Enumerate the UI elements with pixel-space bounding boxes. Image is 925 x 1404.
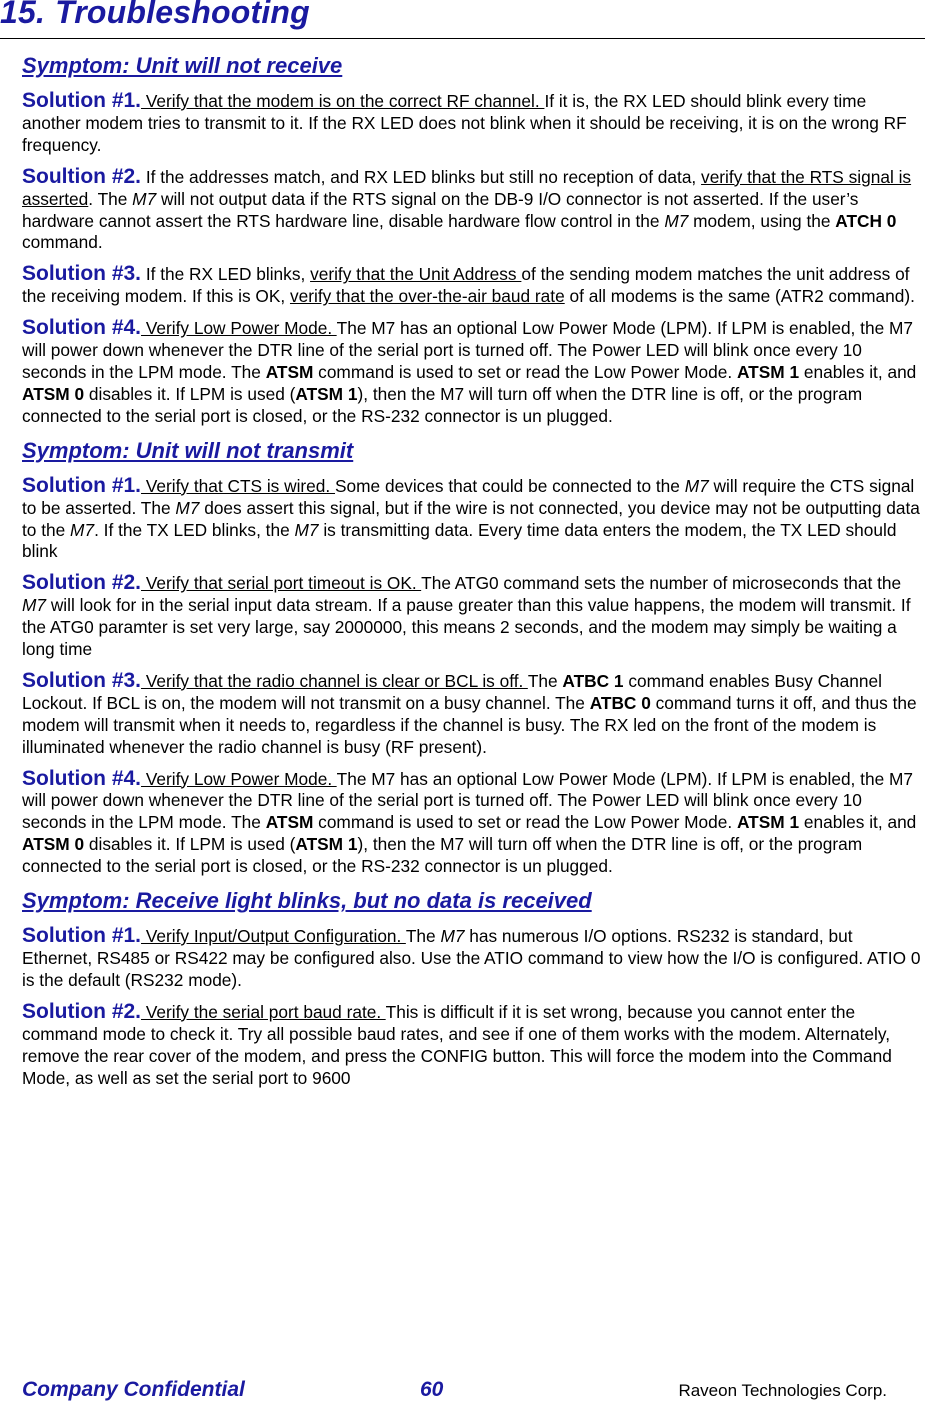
solution-text: will look for in the serial input data stream. If a pause greater than this value happens, the modem will transmit. If the ATG0 paramter is set very large, say 2000000, this means 2 seconds, and the modem may simply be waiting a long time	[22, 595, 911, 660]
solution-paragraph	[22, 768, 922, 879]
product-name: M7	[175, 497, 200, 518]
solution-key-step: Verify that the modem is on the correct RF channel.	[141, 91, 545, 111]
solution-text: The ATG0 command sets the number of microseconds that the	[421, 573, 902, 594]
command-name: ATCH 0	[835, 210, 897, 231]
footer-confidential: Company Confidential	[22, 1378, 245, 1401]
product-name: M7	[664, 210, 689, 231]
page-title	[0, 0, 310, 31]
solution-key-step: Verify the serial port baud rate.	[141, 1001, 386, 1022]
solution-key-step: verify that the Unit Address	[310, 264, 522, 285]
symptom-heading: Symptom: Receive light blinks, but no data is received	[22, 888, 592, 914]
solution-paragraph	[22, 475, 922, 564]
solution-text: If the RX LED blinks,	[141, 264, 311, 285]
solution-text: will require the CTS signal to be asserted. The	[22, 475, 915, 518]
solution-text: If it is, the RX LED should blink every time another modem tries to transmit to it. If the RX LED does not blink when it should be receiving, it is on the wrong RF frequency.	[22, 91, 907, 155]
product-name: M7	[22, 595, 47, 616]
symptom-heading: Symptom: Unit will not receive	[22, 53, 343, 78]
product-name: M7	[294, 519, 319, 540]
solution-key-step: verify that the RTS signal is asserted	[22, 166, 912, 209]
solution-text: If the addresses match, and RX LED blinks but still no reception of data,	[141, 166, 702, 187]
solution-paragraph	[22, 1001, 922, 1090]
solution-label: Solution #1.	[22, 473, 142, 497]
solution-text: has numerous I/O options. RS232 is standard, but Ethernet, RS485 or RS422 may be configured also. Use the ATIO command to view how the I/O is configured. ATIO 0 is the default (RS232 mode).	[22, 926, 921, 990]
solution-label: Solution #2.	[22, 571, 142, 595]
solution-paragraph	[22, 166, 922, 255]
product-name: M7	[70, 519, 95, 540]
solution-text: of all modems is the same (ATR2 command).	[564, 286, 915, 307]
footer-company: Raveon Technologies Corp.	[678, 1381, 887, 1400]
solution-key-step: Verify Low Power Mode.	[141, 768, 337, 789]
solution-paragraph	[22, 317, 922, 428]
command-name: ATSM	[265, 361, 314, 382]
solution-text: enables it, and	[799, 812, 917, 833]
command-name: ATBC 1	[562, 670, 624, 691]
solution-text: command is used to set or read the Low Power Mode.	[313, 361, 737, 382]
solution-paragraph	[22, 90, 922, 157]
solution-text: will not output data if the RTS signal on the DB-9 I/O connector is not asserted. If the user’s hardware cannot assert the RTS hardware line, disable hardware flow control in the	[22, 188, 859, 231]
command-name: ATSM	[265, 812, 314, 833]
solution-text: of the sending modem matches the unit address of the receiving modem. If this is OK,	[22, 264, 910, 307]
product-name: M7	[440, 926, 465, 947]
solution-text: Some devices that could be connected to the	[335, 475, 685, 496]
product-name: M7	[132, 188, 157, 209]
solution-text: command.	[22, 232, 103, 253]
command-name: ATSM 1	[736, 361, 800, 382]
solution-paragraph	[22, 572, 922, 661]
solution-key-step: verify that the over-the-air baud rate	[289, 286, 565, 307]
solution-text: The M7 has an optional Low Power Mode (LPM). If LPM is enabled, the M7 will power down whenever the DTR line of the serial port is turned off. The Power LED will blink once every 10 seconds in the LPM mode. The	[22, 768, 913, 833]
solution-label: Solution #2.	[22, 999, 142, 1023]
solution-label: Soultion #2.	[22, 164, 142, 188]
solution-key-step: Verify that serial port timeout is OK.	[141, 573, 422, 594]
solution-text: This is difficult if it is set wrong, because you cannot enter the command mode to check it. Try all possible baud rates, and see if one of them works with the modem. Alternately, remove the rear cover of the modem, and press the CONFIG button. This will force the modem into the Command Mode, as well as set the serial port to 9600	[22, 1001, 892, 1088]
section-number: 15.	[0, 0, 46, 30]
solution-label: Solution #3.	[22, 262, 142, 286]
solution-paragraph	[22, 925, 922, 992]
solution-text: enables it, and	[799, 361, 917, 382]
solution-paragraph	[22, 263, 922, 308]
solution-label: Solution #4.	[22, 766, 142, 790]
title-rule	[0, 38, 925, 39]
solution-text: command enables Busy Channel Lockout. If BCL is on, the modem will not transmit on a busy channel. The	[22, 670, 882, 713]
command-name: ATSM 0	[22, 383, 85, 404]
solution-text: The	[405, 926, 441, 947]
solution-text: ), then the M7 will turn off when the DTR line is off, or the program connected to the serial port is closed, or the RS-232 connector is un plugged.	[22, 383, 863, 426]
solution-text: ), then the M7 will turn off when the DTR line is off, or the program connected to the serial port is closed, or the RS-232 connector is un plugged.	[22, 834, 863, 877]
section-title: Troubleshooting	[55, 0, 310, 30]
command-name: ATSM 1	[736, 812, 800, 833]
command-name: ATSM 1	[295, 383, 358, 404]
solution-label: Solution #1.	[22, 924, 142, 948]
solution-text: The	[527, 670, 563, 691]
product-name: M7	[684, 475, 709, 496]
solution-label: Solution #1.	[22, 89, 142, 112]
solution-text: disables it. If LPM is used (	[84, 383, 296, 404]
command-name: ATSM 1	[295, 834, 358, 855]
solution-text: command turns it off, and thus the modem will transmit when it needs to, regardless if the channel is busy. The RX led on the front of the modem is illuminated whenever the radio channel is busy (RF present).	[22, 692, 917, 757]
solution-text: The M7 has an optional Low Power Mode (LPM). If LPM is enabled, the M7 will power down whenever the DTR line of the serial port is turned off. The Power LED will blink once every 10 seconds in the LPM mode. The	[22, 318, 913, 382]
solution-label: Solution #3.	[22, 668, 142, 692]
solution-text: modem, using the	[688, 210, 836, 231]
page-number: 60	[420, 1378, 444, 1401]
page-footer	[22, 1378, 902, 1404]
solution-text: . If the TX LED blinks, the	[94, 519, 295, 540]
solution-text: . The	[88, 188, 133, 209]
solution-text: disables it. If LPM is used (	[84, 834, 296, 855]
solution-text: does assert this signal, but if the wire is not connected, you device may not be outputting data to the	[22, 497, 920, 540]
solution-text: command is used to set or read the Low Power Mode.	[313, 812, 737, 833]
solution-text: is transmitting data. Every time data enters the modem, the TX LED should blink	[22, 519, 897, 562]
command-name: ATBC 0	[589, 692, 651, 713]
symptom-heading: Symptom: Unit will not transmit	[22, 437, 354, 463]
solution-key-step: Verify that CTS is wired.	[141, 475, 336, 496]
document-body	[22, 52, 922, 1098]
solution-key-step: Verify that the radio channel is clear or BCL is off.	[141, 670, 528, 691]
solution-key-step: Verify Low Power Mode.	[141, 318, 337, 339]
solution-label: Solution #4.	[22, 316, 142, 340]
command-name: ATSM 0	[22, 834, 85, 855]
solution-paragraph	[22, 670, 922, 759]
solution-key-step: Verify Input/Output Configuration.	[141, 926, 406, 947]
